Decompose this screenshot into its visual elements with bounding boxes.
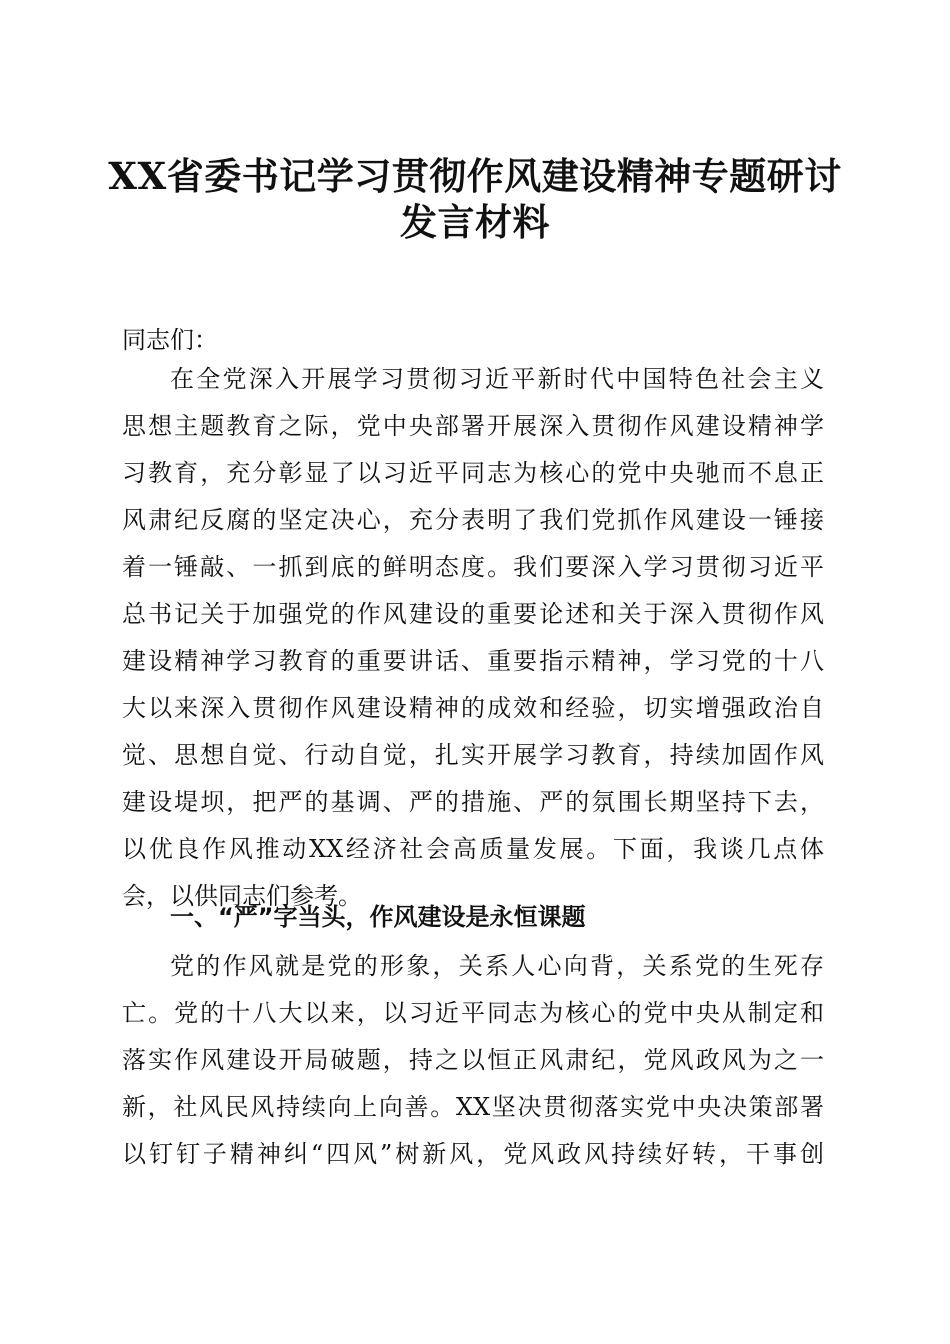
paragraph-1 — [122, 356, 824, 920]
section-heading-1: 一、“严”字当头，作风建设是永恒课题 — [170, 903, 586, 931]
paragraph-1-line: 建设堤坝，把严的基调、严的措施、严的氛围长期坚持下去， — [122, 788, 824, 816]
paragraph-1-line: 以优良作风推动XX经济社会高质量发展。下面，我谈几点体 — [122, 835, 824, 863]
paragraph-1-line: 大以来深入贯彻作风建设精神的成效和经验，切实增强政治自 — [122, 694, 824, 722]
paragraph-2-line: 落实作风建设开局破题，持之以恒正风肃纪，党风政风为之一 — [122, 1046, 824, 1074]
paragraph-1-line: 习教育，充分彰显了以习近平同志为核心的党中央驰而不息正 — [122, 459, 824, 487]
paragraph-1-line: 在全党深入开展学习贯彻习近平新时代中国特色社会主义 — [170, 365, 824, 393]
document-title-line-1: XX省委书记学习贯彻作风建设精神专题研讨 — [108, 154, 842, 198]
paragraph-1-line: 觉、思想自觉、行动自觉，扎实开展学习教育，持续加固作风 — [122, 741, 824, 769]
paragraph-1-line: 会，以供同志们参考。 — [122, 882, 362, 910]
paragraph-2-line: 新，社风民风持续向上向善。XX坚决贯彻落实党中央决策部署 — [122, 1093, 824, 1121]
salutation: 同志们： — [122, 326, 218, 354]
paragraph-1-line: 着一锤敲、一抓到底的鲜明态度。我们要深入学习贯彻习近平 — [122, 553, 824, 581]
document-title-line-2: 发言材料 — [400, 200, 550, 244]
paragraph-2 — [122, 943, 824, 1178]
paragraph-2-line: 以钉钉子精神纠“四风”树新风，党风政风持续好转，干事创 — [122, 1140, 824, 1168]
paragraph-1-line: 风肃纪反腐的坚定决心，充分表明了我们党抓作风建设一锤接 — [122, 506, 824, 534]
paragraph-1-line: 总书记关于加强党的作风建设的重要论述和关于深入贯彻作风 — [122, 600, 824, 628]
paragraph-2-line: 党的作风就是党的形象，关系人心向背，关系党的生死存 — [170, 952, 824, 980]
paragraph-1-line: 思想主题教育之际，党中央部署开展深入贯彻作风建设精神学 — [122, 412, 824, 440]
paragraph-2-line: 亡。党的十八大以来，以习近平同志为核心的党中央从制定和 — [122, 999, 824, 1027]
paragraph-1-line: 建设精神学习教育的重要讲话、重要指示精神，学习党的十八 — [122, 647, 824, 675]
